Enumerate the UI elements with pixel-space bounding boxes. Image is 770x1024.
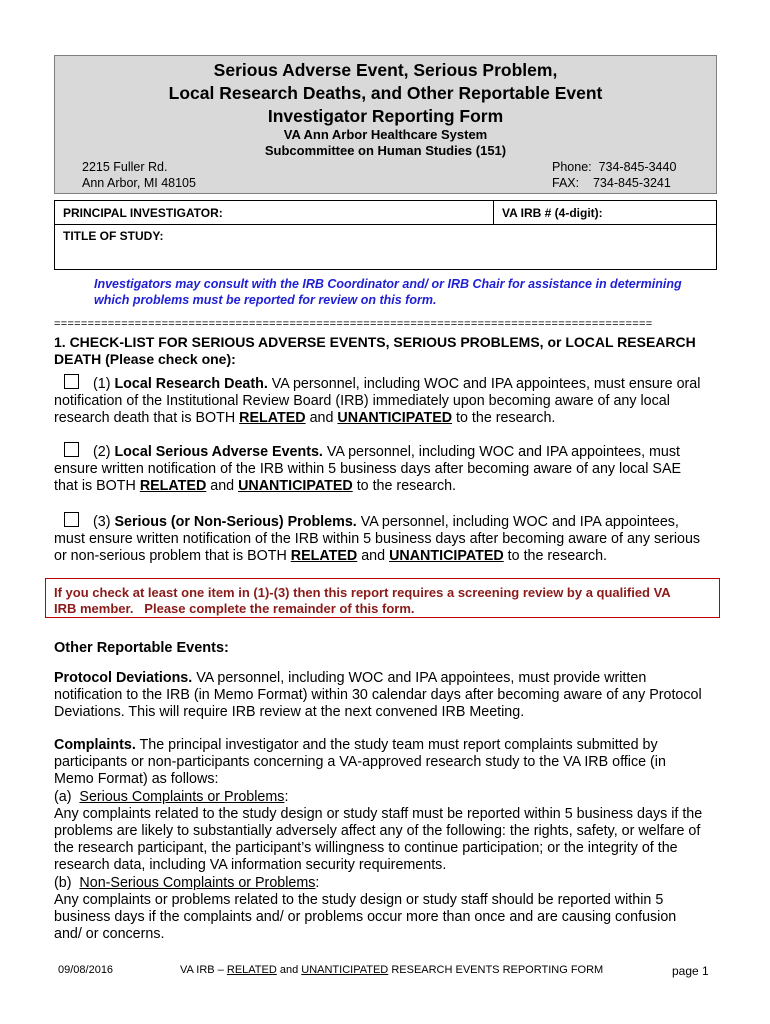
warning-line-2: IRB member. Please complete the remainder of this form. <box>54 601 415 616</box>
serious-complaints-label: Serious Complaints or Problems <box>79 788 285 805</box>
footer-text: VA IRB – <box>180 964 227 976</box>
unanticipated-emphasis: UNANTICIPATED <box>337 410 453 427</box>
paragraph-text: Any complaints or problems related to the study design or study staff should be reported within 5 <box>54 891 664 908</box>
paragraph-text: The principal investigator and the study team must report complaints submitted by <box>135 737 658 753</box>
item-text: notification of the Institutional Review Board (IRB) immediately upon becoming aware of any local <box>54 393 670 410</box>
item-text: and <box>357 548 390 565</box>
paragraph-text: research data, including VA information security requirements. <box>54 857 447 874</box>
item-text: and <box>206 478 239 495</box>
non-serious-complaints-label: Non-Serious Complaints or Problems <box>79 874 316 891</box>
list-marker: (a) <box>54 788 80 805</box>
item-text: VA personnel, including WOC and IPA appointees, must <box>322 444 680 460</box>
section-1-heading-line-2: DEATH (Please check one): <box>54 351 236 367</box>
paragraph-text: and/ or concerns. <box>54 926 165 943</box>
footer-text: and <box>276 964 302 976</box>
paragraph-text: Any complaints related to the study design or study staff must be reported within 5 business days if the <box>54 805 703 822</box>
item-text: to the research. <box>352 478 457 495</box>
consult-note-line-2: which problems must be reported for review on this form. <box>94 293 437 307</box>
warning-line-1: If you check at least one item in (1)-(3) then this report requires a screening review by a qualified VA <box>54 585 671 600</box>
item-title: Local Serious Adverse Events. <box>114 444 323 460</box>
checklist-item-2 <box>54 442 724 496</box>
paragraph-text: notification to the IRB (in Memo Format) within 30 calendar days after becoming aware of any Protocol <box>54 687 702 704</box>
protocol-deviations-paragraph <box>54 670 724 722</box>
item-text: must ensure written notification of the IRB within 5 business days after becoming aware of any serious <box>54 531 701 548</box>
item-text: VA personnel, including WOC and IPA appointees, must ensure oral <box>267 376 701 392</box>
item-title: Local Research Death. <box>114 376 268 392</box>
pi-divider <box>493 201 494 225</box>
item-number: (3) <box>93 514 115 530</box>
footer-date: 09/08/2016 <box>58 964 114 976</box>
screening-review-warning <box>45 578 720 618</box>
related-emphasis: RELATED <box>290 548 358 565</box>
footer-unanticipated: UNANTICIPATED <box>301 964 389 976</box>
complaints-title: Complaints. <box>54 737 136 753</box>
form-title-line-1: Serious Adverse Event, Serious Problem, <box>213 60 558 80</box>
item-text: that is BOTH <box>54 478 140 495</box>
serious-problems-checkbox[interactable] <box>64 512 79 527</box>
separator-line: ========================================================================================= <box>54 318 653 330</box>
related-emphasis: RELATED <box>239 410 306 427</box>
item-text: ensure written notification of the IRB within 5 business days after becoming aware of any local SAE <box>54 461 682 478</box>
study-title-field[interactable]: TITLE OF STUDY: <box>63 229 164 243</box>
paragraph-text: VA personnel, including WOC and IPA appointees, must provide written <box>192 670 647 686</box>
address-line-1: 2215 Fuller Rd. <box>82 160 168 174</box>
fax-number: FAX: 734-845-3241 <box>552 176 671 190</box>
address-line-2: Ann Arbor, MI 48105 <box>82 176 196 190</box>
paragraph-text: problems are likely to substantially adversely affect any of the following: the rights, safety, or welfare of <box>54 823 701 840</box>
paragraph-text: business days if the complaints and/ or problems occur more than once and are causing confusion <box>54 909 677 926</box>
checklist-item-1 <box>54 374 724 428</box>
item-number: (2) <box>93 444 115 460</box>
paragraph-text: participants or non-participants concerning a VA-approved research study to the VA IRB office (in <box>54 754 666 771</box>
item-text: to the research. <box>452 410 556 427</box>
paragraph-text: the research participant, the participant’s willingness to continue participation; or the integrity of the <box>54 840 678 857</box>
form-title-line-3: Investigator Reporting Form <box>267 106 504 126</box>
phone-number: Phone: 734-845-3440 <box>552 160 677 174</box>
unanticipated-emphasis: UNANTICIPATED <box>389 548 504 565</box>
paragraph-text: Deviations. This will require IRB review at the next convened IRB Meeting. <box>54 704 525 721</box>
other-events-heading: Other Reportable Events: <box>54 640 229 656</box>
local-research-death-checkbox[interactable] <box>64 374 79 389</box>
organization-name: VA Ann Arbor Healthcare System <box>283 127 488 142</box>
principal-investigator-field[interactable]: PRINCIPAL INVESTIGATOR: <box>63 206 223 220</box>
local-sae-checkbox[interactable] <box>64 442 79 457</box>
form-header <box>54 55 717 194</box>
complaints-paragraph <box>54 737 724 943</box>
footer-text: RESEARCH EVENTS REPORTING FORM <box>388 964 604 976</box>
related-emphasis: RELATED <box>139 478 207 495</box>
checklist-item-3 <box>54 512 724 566</box>
page-number: page 1 <box>672 964 709 978</box>
deviations-title: Protocol Deviations. <box>54 670 193 686</box>
irb-number-field[interactable]: VA IRB # (4-digit): <box>502 206 603 220</box>
section-1-heading-line-1: 1. CHECK-LIST FOR SERIOUS ADVERSE EVENTS, SERIOUS PROBLEMS, or LOCAL RESEARCH <box>54 334 696 350</box>
consult-note-line-1: Investigators may consult with the IRB Coordinator and/ or IRB Chair for assistance in determining <box>94 277 682 291</box>
item-text: research death that is BOTH <box>54 410 240 427</box>
section-1-heading <box>54 334 714 368</box>
item-text: VA personnel, including WOC and IPA appointees, <box>356 514 679 530</box>
list-marker: (b) <box>54 874 80 891</box>
footer-form-name <box>180 964 603 976</box>
item-text: to the research. <box>503 548 608 565</box>
committee-name: Subcommittee on Human Studies (151) <box>264 143 507 158</box>
unanticipated-emphasis: UNANTICIPATED <box>238 478 353 495</box>
study-info-box <box>54 200 717 270</box>
paragraph-text: Memo Format) as follows: <box>54 771 219 788</box>
form-title-line-2: Local Research Deaths, and Other Reportable Event <box>168 83 603 103</box>
footer-related: RELATED <box>226 964 277 976</box>
pi-row <box>55 201 716 225</box>
item-text: or non-serious problem that is BOTH <box>54 548 291 565</box>
item-number: (1) <box>93 376 115 392</box>
paragraph-text: : <box>315 874 320 891</box>
item-title: Serious (or Non-Serious) Problems. <box>114 514 357 530</box>
item-text: and <box>305 410 338 427</box>
paragraph-text: : <box>284 788 289 805</box>
consult-note <box>94 276 714 308</box>
